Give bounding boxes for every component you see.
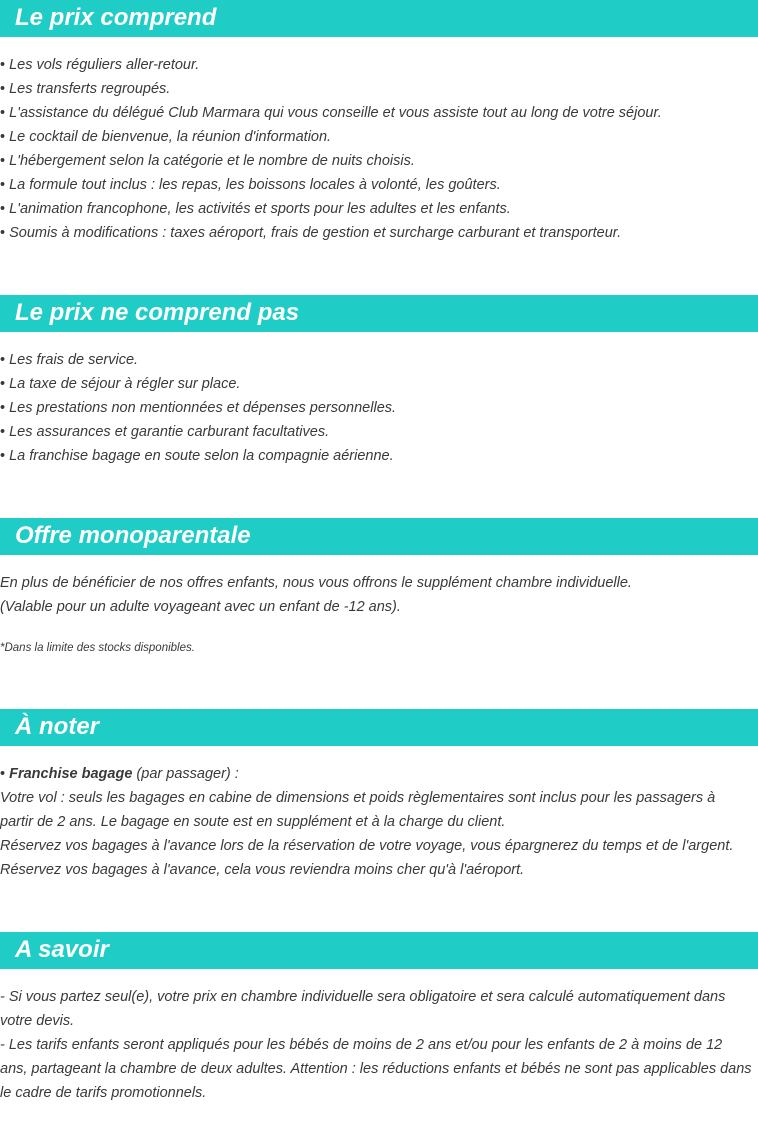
bullet-icon: • xyxy=(0,766,6,782)
bullet-icon: • xyxy=(0,352,6,368)
list-item: • Les assurances et garantie carburant facultatives. xyxy=(0,424,330,440)
bullet-icon: • xyxy=(0,201,6,217)
bullet-icon: • xyxy=(0,177,6,193)
text-line: En plus de bénéficier de nos offres enfants, nous vous offrons le supplément chambre individuelle. xyxy=(0,575,632,591)
section-header-prix-comprend xyxy=(0,0,758,37)
offre-monoparentale-text xyxy=(0,571,752,619)
list-prix-comprend xyxy=(0,53,752,245)
bullet-icon: • xyxy=(0,105,6,121)
list-item: • L'animation francophone, les activités et sports pour les adultes et les enfants. xyxy=(0,201,511,217)
text-paragraph: - Si vous partez seul(e), votre prix en chambre individuelle sera obligatoire et sera calculé automatiquement dans votre devis. xyxy=(0,989,726,1029)
list-item: • Le cocktail de bienvenue, la réunion d'information. xyxy=(0,129,332,145)
bullet-icon: • xyxy=(0,57,6,73)
section-header-a-savoir xyxy=(0,932,758,969)
franchise-bagage-lead: • Franchise bagage (par passager) : xyxy=(0,766,239,782)
section-header-a-noter xyxy=(0,709,758,746)
text-paragraph: - Les tarifs enfants seront appliqués pour les bébés de moins de 2 ans et/ou pour les enfants de 2 à moins de 12 ans, partageant la chambre de deux adultes. Attention : les réductions enfants et bébés ne sont pas applicables dans le cadre de tarifs promotionnels. xyxy=(0,1037,752,1101)
list-item: • La taxe de séjour à régler sur place. xyxy=(0,376,241,392)
stock-disclaimer: *Dans la limite des stocks disponibles. xyxy=(0,642,195,654)
bullet-icon: • xyxy=(0,129,6,145)
list-item: • La franchise bagage en soute selon la compagnie aérienne. xyxy=(0,448,394,464)
bullet-icon: • xyxy=(0,81,6,97)
section-header-offre-monoparentale xyxy=(0,518,758,555)
list-item: • L'assistance du délégué Club Marmara qui vous conseille et vous assiste tout au long de votre séjour. xyxy=(0,105,662,121)
list-item: • La formule tout inclus : les repas, les boissons locales à volonté, les goûters. xyxy=(0,177,501,193)
bullet-icon: • xyxy=(0,448,6,464)
section-title: A savoir xyxy=(15,936,109,963)
section-title: Le prix ne comprend pas xyxy=(15,299,300,326)
list-item: • Les vols réguliers aller-retour. xyxy=(0,57,200,73)
text-paragraph: Réservez vos bagages à l'avance, cela vous reviendra moins cher qu'à l'aéroport. xyxy=(0,862,525,878)
text-line: (Valable pour un adulte voyageant avec un enfant de -12 ans). xyxy=(0,599,401,615)
section-title: Offre monoparentale xyxy=(15,522,251,549)
list-item: • Les transferts regroupés. xyxy=(0,81,171,97)
bullet-icon: • xyxy=(0,225,6,241)
section-title: À noter xyxy=(15,713,99,740)
franchise-bagage-label: Franchise bagage xyxy=(9,766,133,782)
section-header-prix-ne-comprend-pas xyxy=(0,295,758,332)
text-paragraph: Réservez vos bagages à l'avance lors de la réservation de votre voyage, vous épargnerez du temps et de l'argent. xyxy=(0,838,734,854)
list-item: • Les prestations non mentionnées et dépenses personnelles. xyxy=(0,400,397,416)
bullet-icon: • xyxy=(0,376,6,392)
a-noter-text xyxy=(0,762,752,882)
a-savoir-text xyxy=(0,985,752,1105)
list-item: • Soumis à modifications : taxes aéroport, frais de gestion et surcharge carburant et transporteur. xyxy=(0,225,622,241)
bullet-icon: • xyxy=(0,424,6,440)
section-title: Le prix comprend xyxy=(15,4,217,31)
list-prix-ne-comprend-pas xyxy=(0,348,752,468)
list-item: • L'hébergement selon la catégorie et le nombre de nuits choisis. xyxy=(0,153,415,169)
bullet-icon: • xyxy=(0,153,6,169)
bullet-icon: • xyxy=(0,400,6,416)
list-item: • Les frais de service. xyxy=(0,352,139,368)
text-paragraph: Votre vol : seuls les bagages en cabine de dimensions et poids règlementaires sont inclus pour les passagers à partir de 2 ans. Le bagage en soute est en supplément et à la charge du client. xyxy=(0,790,716,830)
